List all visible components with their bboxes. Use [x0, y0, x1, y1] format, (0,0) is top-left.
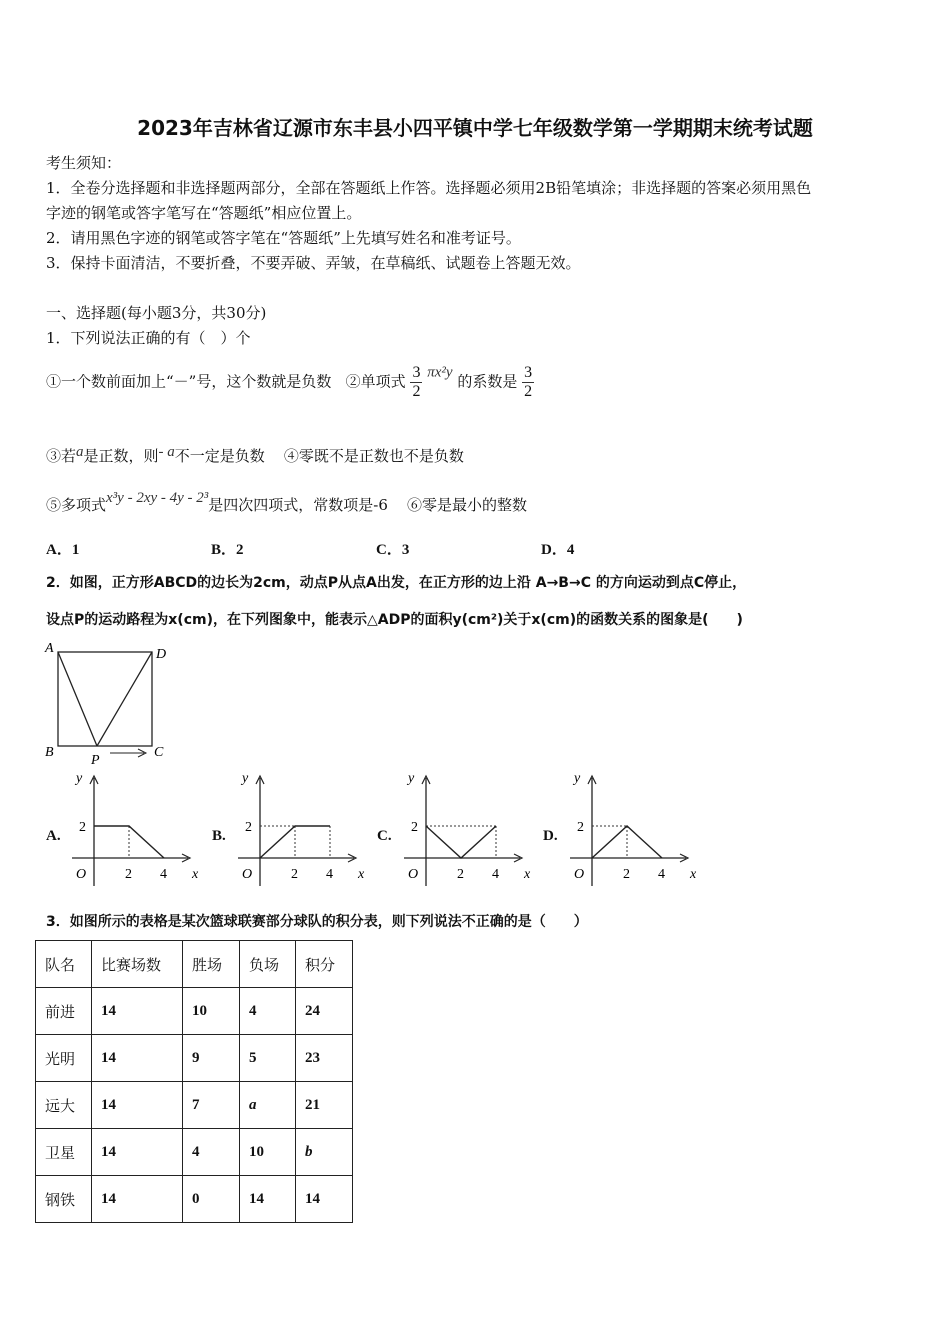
section-heading: 一、选择题(每小题3分，共30分)	[46, 304, 267, 322]
q1-option-b[interactable]: B．2	[211, 542, 244, 558]
table-cell: 14	[296, 1176, 353, 1223]
label-d: D	[156, 647, 167, 662]
function-line	[426, 826, 496, 858]
table-cell: 4	[240, 988, 296, 1035]
y-tick-label: 2	[245, 820, 252, 835]
q2-option-b[interactable]: B.	[212, 828, 226, 844]
table-cell: 4	[183, 1129, 240, 1176]
y-tick-label: 2	[577, 820, 584, 835]
table-cell: 前进	[36, 988, 92, 1035]
table-cell: 14	[92, 1082, 183, 1129]
table-cell: 5	[240, 1035, 296, 1082]
table-header-cell: 队名	[36, 941, 92, 988]
y-tick-label: 2	[411, 820, 418, 835]
table-header-row	[36, 941, 353, 988]
label-b: B	[45, 745, 54, 760]
variable-a: a	[76, 444, 84, 460]
question-2-line1: 2．如图，正方形ABCD的边长为2cm，动点P从点A出发，在正方形的边上沿 A→B→C 的方向运动到点C停止，	[46, 575, 747, 591]
y-axis-label: y	[408, 771, 415, 786]
origin-label: O	[574, 867, 585, 882]
table-cell: 21	[296, 1082, 353, 1129]
negative-a: - a	[158, 444, 175, 460]
q1-statement-2-prefix: ②单项式	[345, 372, 406, 391]
q1-option-c[interactable]: C．3	[376, 542, 410, 558]
notice-item: 1．全卷分选择题和非选择题两部分，全部在答题纸上作答。选择题必须用2B铅笔填涂；非选择题的答案必须用黑色	[46, 179, 812, 197]
notice-heading: 考生须知：	[46, 154, 122, 172]
table-cell: 14	[92, 1035, 183, 1082]
table-row	[36, 1035, 353, 1082]
monomial-expression: πx²y	[427, 364, 453, 381]
table-cell: 钢铁	[36, 1176, 92, 1223]
label-c: C	[154, 745, 164, 760]
fraction: $\frac{3}{2}$	[524, 364, 533, 400]
table-row	[36, 1082, 353, 1129]
y-axis-label: y	[242, 771, 249, 786]
square-abcd-figure	[40, 638, 180, 768]
y-tick-label: 2	[79, 820, 86, 835]
table-cell: 14	[92, 1176, 183, 1223]
origin-label: O	[408, 867, 419, 882]
graph-a	[66, 768, 206, 888]
y-axis-label: y	[76, 771, 83, 786]
table-header-cell: 积分	[296, 941, 353, 988]
table-cell: 14	[240, 1176, 296, 1223]
label-p: P	[91, 753, 100, 768]
question-2-line2: 设点P的运动路程为x(cm)，在下列图象中，能表示△ADP的面积y(cm²)关于x(cm)的函数关系的图象是( )	[46, 612, 743, 628]
x-tick-label: 2	[457, 867, 464, 882]
q1-statement-3-suffix: 不一定是负数	[174, 447, 265, 465]
notice-item: 2．请用黑色字迹的钢笔或答字笔在“答题纸”上先填写姓名和准考证号。	[46, 229, 521, 247]
polynomial-expression: x³y - 2xy - 4y - 2³	[106, 490, 209, 506]
notice-item: 字迹的钢笔或答字笔写在“答题纸”相应位置上。	[46, 204, 362, 222]
table-cell: 9	[183, 1035, 240, 1082]
table-cell: b	[296, 1129, 353, 1176]
table-cell: 卫星	[36, 1129, 92, 1176]
label-a: A	[45, 641, 54, 656]
segment-ap	[58, 652, 97, 746]
q1-statement-2-middle: 的系数是	[457, 372, 518, 391]
q1-statements-row2	[46, 444, 464, 466]
table-row	[36, 1129, 353, 1176]
q1-statement-5-prefix: ⑤多项式	[46, 496, 107, 514]
q2-option-d[interactable]: D.	[543, 828, 558, 844]
y-axis-label: y	[574, 771, 581, 786]
x-tick-label: 2	[291, 867, 298, 882]
x-tick-label: 4	[326, 867, 333, 882]
table-cell: 7	[183, 1082, 240, 1129]
x-axis-label: x	[192, 867, 199, 882]
q1-statement-5-suffix: 是四次四项式，常数项是-6	[208, 496, 388, 514]
graph-d	[564, 768, 704, 888]
table-row	[36, 988, 353, 1035]
fraction: $\frac{3}{2}$	[412, 364, 421, 400]
table-row	[36, 1176, 353, 1223]
table-cell: 23	[296, 1035, 353, 1082]
q1-statement-3-prefix: ③若	[46, 447, 77, 465]
table-header-cell: 比赛场数	[92, 941, 183, 988]
x-tick-label: 4	[492, 867, 499, 882]
table-cell: 10	[240, 1129, 296, 1176]
graph-c	[398, 768, 538, 888]
q1-statement-1: ①一个数前面加上“－”号，这个数就是负数	[46, 372, 332, 391]
q1-statements-row3	[46, 490, 527, 515]
page-title: 2023年吉林省辽源市东丰县小四平镇中学七年级数学第一学期期末统考试题	[137, 116, 813, 140]
table-cell: 14	[92, 988, 183, 1035]
q2-option-a[interactable]: A.	[46, 828, 61, 844]
table-cell: a	[240, 1082, 296, 1129]
q1-statement-6: ⑥零是最小的整数	[407, 496, 528, 514]
table-header-cell: 负场	[240, 941, 296, 988]
x-axis-label: x	[690, 867, 697, 882]
question-1-stem: 1．下列说法正确的有（ ）个	[46, 329, 251, 347]
x-axis-label: x	[358, 867, 365, 882]
table-cell: 14	[92, 1129, 183, 1176]
q1-option-a[interactable]: A．1	[46, 542, 80, 558]
x-axis-label: x	[524, 867, 531, 882]
table-cell: 10	[183, 988, 240, 1035]
q1-statements-row1	[46, 364, 534, 401]
table-header-cell: 胜场	[183, 941, 240, 988]
score-table	[35, 940, 353, 1223]
table-cell: 0	[183, 1176, 240, 1223]
q1-statement-3-middle: 是正数，则	[83, 447, 159, 465]
q1-statement-4: ④零既不是正数也不是负数	[283, 447, 464, 465]
origin-label: O	[242, 867, 253, 882]
x-tick-label: 4	[160, 867, 167, 882]
x-tick-label: 4	[658, 867, 665, 882]
table-cell: 远大	[36, 1082, 92, 1129]
table-cell: 24	[296, 988, 353, 1035]
question-3-stem: 3．如图所示的表格是某次篮球联赛部分球队的积分表，则下列说法不正确的是（ ）	[46, 914, 588, 930]
segment-dp	[97, 652, 152, 746]
x-tick-label: 2	[125, 867, 132, 882]
graph-b	[232, 768, 372, 888]
origin-label: O	[76, 867, 87, 882]
q1-option-d[interactable]: D．4	[541, 542, 575, 558]
notice-item: 3．保持卡面清洁，不要折叠，不要弄破、弄皱，在草稿纸、试题卷上答题无效。	[46, 254, 581, 272]
q2-option-c[interactable]: C.	[377, 828, 392, 844]
x-tick-label: 2	[623, 867, 630, 882]
table-cell: 光明	[36, 1035, 92, 1082]
